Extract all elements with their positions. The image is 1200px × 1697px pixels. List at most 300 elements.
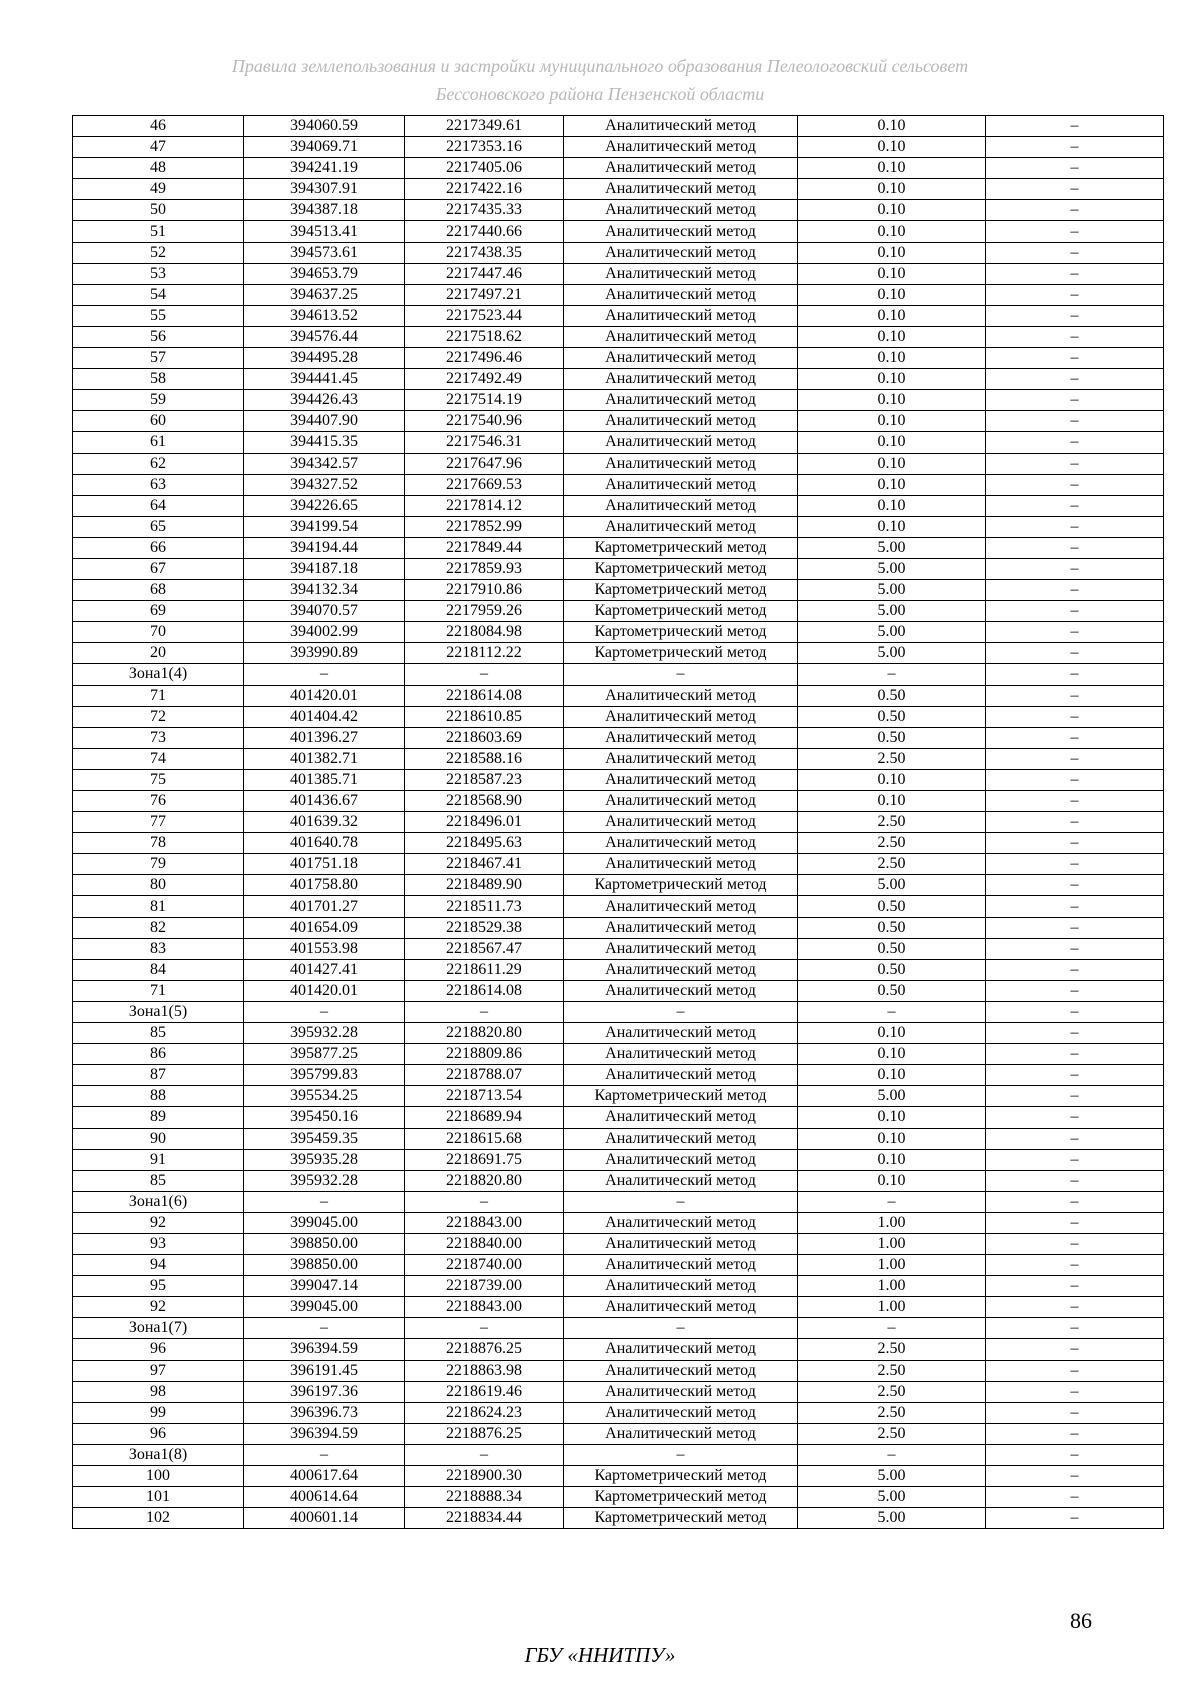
accuracy-cell: 0.10 — [798, 221, 986, 242]
accuracy-cell: 0.10 — [798, 369, 986, 390]
point-number-cell: 64 — [73, 495, 244, 516]
description-cell: – — [986, 622, 1164, 643]
table-row — [73, 875, 1164, 896]
point-number-cell: 89 — [73, 1107, 244, 1128]
accuracy-cell: 1.00 — [798, 1233, 986, 1254]
description-cell: – — [986, 685, 1164, 706]
table-row — [73, 432, 1164, 453]
y-coordinate-cell: 2217438.35 — [405, 242, 564, 263]
x-coordinate-cell: 394327.52 — [244, 474, 405, 495]
method-cell: Аналитический метод — [564, 1297, 798, 1318]
x-coordinate-cell: 394407.90 — [244, 411, 405, 432]
x-coordinate-cell: 401420.01 — [244, 685, 405, 706]
y-coordinate-cell: 2217859.93 — [405, 558, 564, 579]
accuracy-cell: 0.10 — [798, 305, 986, 326]
point-number-cell: 79 — [73, 854, 244, 875]
description-cell: – — [986, 1444, 1164, 1465]
accuracy-cell: – — [798, 1444, 986, 1465]
point-number-cell: 85 — [73, 1023, 244, 1044]
point-number-cell: Зона1(6) — [73, 1191, 244, 1212]
y-coordinate-cell: 2218610.85 — [405, 706, 564, 727]
method-cell: – — [564, 1318, 798, 1339]
point-number-cell: Зона1(4) — [73, 664, 244, 685]
x-coordinate-cell: 394226.65 — [244, 495, 405, 516]
accuracy-cell: 1.00 — [798, 1255, 986, 1276]
description-cell: – — [986, 495, 1164, 516]
y-coordinate-cell: 2217514.19 — [405, 390, 564, 411]
point-number-cell: 62 — [73, 453, 244, 474]
accuracy-cell: 0.10 — [798, 179, 986, 200]
method-cell: Аналитический метод — [564, 833, 798, 854]
description-cell: – — [986, 263, 1164, 284]
x-coordinate-cell: 401385.71 — [244, 769, 405, 790]
accuracy-cell: 2.50 — [798, 748, 986, 769]
point-number-cell: 47 — [73, 137, 244, 158]
point-number-cell: 96 — [73, 1423, 244, 1444]
description-cell: – — [986, 875, 1164, 896]
description-cell: – — [986, 1381, 1164, 1402]
x-coordinate-cell: 393990.89 — [244, 643, 405, 664]
method-cell: Аналитический метод — [564, 791, 798, 812]
point-number-cell: 65 — [73, 516, 244, 537]
method-cell: – — [564, 1191, 798, 1212]
point-number-cell: 80 — [73, 875, 244, 896]
method-cell: Аналитический метод — [564, 812, 798, 833]
y-coordinate-cell: 2218624.23 — [405, 1402, 564, 1423]
method-cell: Аналитический метод — [564, 1044, 798, 1065]
x-coordinate-cell: 399045.00 — [244, 1297, 405, 1318]
y-coordinate-cell: 2218495.63 — [405, 833, 564, 854]
point-number-cell: 50 — [73, 200, 244, 221]
accuracy-cell: 5.00 — [798, 1086, 986, 1107]
accuracy-cell: 5.00 — [798, 622, 986, 643]
table-row — [73, 622, 1164, 643]
method-cell: Картометрический метод — [564, 1508, 798, 1529]
accuracy-cell: 0.10 — [798, 158, 986, 179]
y-coordinate-cell: 2217523.44 — [405, 305, 564, 326]
description-cell: – — [986, 791, 1164, 812]
description-cell: – — [986, 812, 1164, 833]
table-row — [73, 685, 1164, 706]
table-row — [73, 453, 1164, 474]
table-row — [73, 284, 1164, 305]
point-number-cell: 93 — [73, 1233, 244, 1254]
point-number-cell: 86 — [73, 1044, 244, 1065]
description-cell: – — [986, 200, 1164, 221]
table-row — [73, 1339, 1164, 1360]
y-coordinate-cell: 2217959.26 — [405, 601, 564, 622]
method-cell: Аналитический метод — [564, 980, 798, 1001]
x-coordinate-cell: 394070.57 — [244, 601, 405, 622]
x-coordinate-cell: 395932.28 — [244, 1170, 405, 1191]
x-coordinate-cell: 394187.18 — [244, 558, 405, 579]
method-cell: Аналитический метод — [564, 242, 798, 263]
table-row — [73, 263, 1164, 284]
point-number-cell: 76 — [73, 791, 244, 812]
x-coordinate-cell: 401396.27 — [244, 727, 405, 748]
point-number-cell: 72 — [73, 706, 244, 727]
point-number-cell: Зона1(8) — [73, 1444, 244, 1465]
y-coordinate-cell: 2218614.08 — [405, 980, 564, 1001]
description-cell: – — [986, 558, 1164, 579]
method-cell: Аналитический метод — [564, 1107, 798, 1128]
description-cell: – — [986, 1276, 1164, 1297]
point-number-cell: Зона1(7) — [73, 1318, 244, 1339]
description-cell: – — [986, 1086, 1164, 1107]
description-cell: – — [986, 284, 1164, 305]
point-number-cell: 63 — [73, 474, 244, 495]
x-coordinate-cell: 394573.61 — [244, 242, 405, 263]
y-coordinate-cell: 2218900.30 — [405, 1466, 564, 1487]
description-cell: – — [986, 917, 1164, 938]
point-number-cell: 83 — [73, 938, 244, 959]
accuracy-cell: 0.50 — [798, 980, 986, 1001]
accuracy-cell: 0.10 — [798, 769, 986, 790]
y-coordinate-cell: 2217669.53 — [405, 474, 564, 495]
point-number-cell: 96 — [73, 1339, 244, 1360]
description-cell: – — [986, 1212, 1164, 1233]
table-row — [73, 812, 1164, 833]
accuracy-cell: 2.50 — [798, 812, 986, 833]
y-coordinate-cell: 2218112.22 — [405, 643, 564, 664]
table-row — [73, 938, 1164, 959]
x-coordinate-cell: 395932.28 — [244, 1023, 405, 1044]
y-coordinate-cell: 2218587.23 — [405, 769, 564, 790]
table-row — [73, 706, 1164, 727]
method-cell: Аналитический метод — [564, 305, 798, 326]
table-row — [73, 1065, 1164, 1086]
description-cell: – — [986, 221, 1164, 242]
table-row — [73, 1381, 1164, 1402]
accuracy-cell: 1.00 — [798, 1297, 986, 1318]
y-coordinate-cell: 2218876.25 — [405, 1423, 564, 1444]
method-cell: – — [564, 664, 798, 685]
y-coordinate-cell: 2218467.41 — [405, 854, 564, 875]
x-coordinate-cell: 396191.45 — [244, 1360, 405, 1381]
x-coordinate-cell: 394342.57 — [244, 453, 405, 474]
accuracy-cell: 2.50 — [798, 1381, 986, 1402]
table-row — [73, 643, 1164, 664]
table-row — [73, 1233, 1164, 1254]
description-cell: – — [986, 854, 1164, 875]
x-coordinate-cell: 394387.18 — [244, 200, 405, 221]
table-row — [73, 727, 1164, 748]
point-number-cell: 71 — [73, 980, 244, 1001]
accuracy-cell: 2.50 — [798, 854, 986, 875]
method-cell: Картометрический метод — [564, 1487, 798, 1508]
point-number-cell: 55 — [73, 305, 244, 326]
y-coordinate-cell: 2217849.44 — [405, 537, 564, 558]
table-row — [73, 1023, 1164, 1044]
method-cell: Аналитический метод — [564, 1255, 798, 1276]
point-number-cell: 75 — [73, 769, 244, 790]
x-coordinate-cell: 396396.73 — [244, 1402, 405, 1423]
method-cell: Аналитический метод — [564, 1212, 798, 1233]
x-coordinate-cell: – — [244, 1191, 405, 1212]
accuracy-cell: – — [798, 1001, 986, 1022]
accuracy-cell: 0.10 — [798, 1149, 986, 1170]
method-cell: Аналитический метод — [564, 284, 798, 305]
table-row — [73, 1487, 1164, 1508]
accuracy-cell: 5.00 — [798, 558, 986, 579]
accuracy-cell: 0.10 — [798, 284, 986, 305]
table-row — [73, 179, 1164, 200]
accuracy-cell: 0.10 — [798, 432, 986, 453]
accuracy-cell: 2.50 — [798, 1423, 986, 1444]
accuracy-cell: 0.10 — [798, 326, 986, 347]
x-coordinate-cell: 394194.44 — [244, 537, 405, 558]
description-cell: – — [986, 664, 1164, 685]
accuracy-cell: 0.10 — [798, 242, 986, 263]
method-cell: Аналитический метод — [564, 516, 798, 537]
method-cell: – — [564, 1001, 798, 1022]
accuracy-cell: 0.10 — [798, 1170, 986, 1191]
point-number-cell: 53 — [73, 263, 244, 284]
method-cell: Картометрический метод — [564, 580, 798, 601]
table-row — [73, 896, 1164, 917]
y-coordinate-cell: 2217647.96 — [405, 453, 564, 474]
table-row — [73, 474, 1164, 495]
point-number-cell: 71 — [73, 685, 244, 706]
method-cell: Аналитический метод — [564, 158, 798, 179]
x-coordinate-cell: – — [244, 664, 405, 685]
x-coordinate-cell: 394613.52 — [244, 305, 405, 326]
point-number-cell: 60 — [73, 411, 244, 432]
method-cell: Аналитический метод — [564, 221, 798, 242]
method-cell: Картометрический метод — [564, 537, 798, 558]
point-number-cell: 95 — [73, 1276, 244, 1297]
y-coordinate-cell: 2217814.12 — [405, 495, 564, 516]
x-coordinate-cell: 396394.59 — [244, 1423, 405, 1444]
page-number: 86 — [1070, 1608, 1092, 1633]
accuracy-cell: 0.10 — [798, 474, 986, 495]
table-row — [73, 580, 1164, 601]
method-cell: Аналитический метод — [564, 432, 798, 453]
accuracy-cell: 5.00 — [798, 601, 986, 622]
header-line-1: Правила землепользования и застройки муниципального образования Пелеологовский сельсовет — [231, 56, 969, 76]
description-cell: – — [986, 1339, 1164, 1360]
point-number-cell: 87 — [73, 1065, 244, 1086]
description-cell: – — [986, 1001, 1164, 1022]
description-cell: – — [986, 601, 1164, 622]
method-cell: Аналитический метод — [564, 727, 798, 748]
x-coordinate-cell: 394637.25 — [244, 284, 405, 305]
method-cell: Картометрический метод — [564, 622, 798, 643]
description-cell: – — [986, 1107, 1164, 1128]
y-coordinate-cell: 2217546.31 — [405, 432, 564, 453]
point-number-cell: 48 — [73, 158, 244, 179]
y-coordinate-cell: 2218788.07 — [405, 1065, 564, 1086]
point-number-cell: 85 — [73, 1170, 244, 1191]
y-coordinate-cell: 2218489.90 — [405, 875, 564, 896]
point-number-cell: 94 — [73, 1255, 244, 1276]
table-row — [73, 833, 1164, 854]
description-cell: – — [986, 369, 1164, 390]
accuracy-cell: 0.10 — [798, 116, 986, 137]
x-coordinate-cell: 395935.28 — [244, 1149, 405, 1170]
description-cell: – — [986, 326, 1164, 347]
description-cell: – — [986, 1402, 1164, 1423]
point-number-cell: 20 — [73, 643, 244, 664]
point-number-cell: 49 — [73, 179, 244, 200]
description-cell: – — [986, 1360, 1164, 1381]
y-coordinate-cell: 2217518.62 — [405, 326, 564, 347]
x-coordinate-cell: 394415.35 — [244, 432, 405, 453]
accuracy-cell: 1.00 — [798, 1276, 986, 1297]
x-coordinate-cell: 400617.64 — [244, 1466, 405, 1487]
accuracy-cell: 0.10 — [798, 390, 986, 411]
x-coordinate-cell: 395877.25 — [244, 1044, 405, 1065]
table-row — [73, 495, 1164, 516]
x-coordinate-cell: 394060.59 — [244, 116, 405, 137]
x-coordinate-cell: 394441.45 — [244, 369, 405, 390]
header-line-2: Бессоновского района Пензенской области — [435, 84, 765, 104]
y-coordinate-cell: 2217422.16 — [405, 179, 564, 200]
method-cell: Аналитический метод — [564, 474, 798, 495]
y-coordinate-cell: 2218691.75 — [405, 1149, 564, 1170]
point-number-cell: 81 — [73, 896, 244, 917]
table-row — [73, 1402, 1164, 1423]
description-cell: – — [986, 1466, 1164, 1487]
x-coordinate-cell: 401654.09 — [244, 917, 405, 938]
table-row — [73, 601, 1164, 622]
method-cell: Аналитический метод — [564, 896, 798, 917]
x-coordinate-cell: 394241.19 — [244, 158, 405, 179]
point-number-cell: 90 — [73, 1128, 244, 1149]
table-row — [73, 158, 1164, 179]
accuracy-cell: 0.10 — [798, 516, 986, 537]
accuracy-cell: 5.00 — [798, 875, 986, 896]
x-coordinate-cell: 401758.80 — [244, 875, 405, 896]
description-cell: – — [986, 242, 1164, 263]
description-cell: – — [986, 516, 1164, 537]
description-cell: – — [986, 1318, 1164, 1339]
method-cell: Аналитический метод — [564, 369, 798, 390]
accuracy-cell: 0.50 — [798, 706, 986, 727]
description-cell: – — [986, 1297, 1164, 1318]
method-cell: Аналитический метод — [564, 1170, 798, 1191]
x-coordinate-cell: 395799.83 — [244, 1065, 405, 1086]
y-coordinate-cell: 2218820.80 — [405, 1170, 564, 1191]
accuracy-cell: 2.50 — [798, 1402, 986, 1423]
y-coordinate-cell: 2218809.86 — [405, 1044, 564, 1065]
point-number-cell: 70 — [73, 622, 244, 643]
y-coordinate-cell: 2217447.46 — [405, 263, 564, 284]
table-row — [73, 137, 1164, 158]
description-cell: – — [986, 727, 1164, 748]
method-cell: – — [564, 1444, 798, 1465]
x-coordinate-cell: 398850.00 — [244, 1255, 405, 1276]
method-cell: Аналитический метод — [564, 748, 798, 769]
x-coordinate-cell: 394132.34 — [244, 580, 405, 601]
y-coordinate-cell: 2217852.99 — [405, 516, 564, 537]
description-cell: – — [986, 1170, 1164, 1191]
method-cell: Аналитический метод — [564, 706, 798, 727]
accuracy-cell: 5.00 — [798, 1466, 986, 1487]
y-coordinate-cell: 2218529.38 — [405, 917, 564, 938]
y-coordinate-cell: 2218084.98 — [405, 622, 564, 643]
table-row — [73, 390, 1164, 411]
x-coordinate-cell: – — [244, 1318, 405, 1339]
y-coordinate-cell: 2218739.00 — [405, 1276, 564, 1297]
description-cell: – — [986, 833, 1164, 854]
method-cell: Аналитический метод — [564, 390, 798, 411]
y-coordinate-cell: 2217540.96 — [405, 411, 564, 432]
table-row — [73, 221, 1164, 242]
point-number-cell: 46 — [73, 116, 244, 137]
table-row — [73, 1297, 1164, 1318]
x-coordinate-cell: 399047.14 — [244, 1276, 405, 1297]
x-coordinate-cell: 401639.32 — [244, 812, 405, 833]
accuracy-cell: – — [798, 664, 986, 685]
method-cell: Аналитический метод — [564, 326, 798, 347]
description-cell: – — [986, 411, 1164, 432]
table-row — [73, 1107, 1164, 1128]
method-cell: Картометрический метод — [564, 601, 798, 622]
point-number-cell: 100 — [73, 1466, 244, 1487]
accuracy-cell: 2.50 — [798, 1339, 986, 1360]
method-cell: Картометрический метод — [564, 643, 798, 664]
description-cell: – — [986, 980, 1164, 1001]
accuracy-cell: 0.10 — [798, 1044, 986, 1065]
accuracy-cell: 0.10 — [798, 348, 986, 369]
accuracy-cell: 0.50 — [798, 727, 986, 748]
method-cell: Аналитический метод — [564, 938, 798, 959]
point-number-cell: 52 — [73, 242, 244, 263]
description-cell: – — [986, 474, 1164, 495]
accuracy-cell: 0.10 — [798, 495, 986, 516]
accuracy-cell: 0.10 — [798, 1023, 986, 1044]
x-coordinate-cell: 401382.71 — [244, 748, 405, 769]
point-number-cell: 58 — [73, 369, 244, 390]
y-coordinate-cell: 2218888.34 — [405, 1487, 564, 1508]
page-header — [0, 52, 1200, 108]
method-cell: Аналитический метод — [564, 1276, 798, 1297]
point-number-cell: 88 — [73, 1086, 244, 1107]
description-cell: – — [986, 1023, 1164, 1044]
x-coordinate-cell: 401404.42 — [244, 706, 405, 727]
x-coordinate-cell: 394653.79 — [244, 263, 405, 284]
description-cell: – — [986, 348, 1164, 369]
coordinates-table — [72, 115, 1164, 1529]
accuracy-cell: 5.00 — [798, 580, 986, 601]
table-row — [73, 980, 1164, 1001]
description-cell: – — [986, 959, 1164, 980]
accuracy-cell: 0.50 — [798, 896, 986, 917]
point-number-cell: 99 — [73, 1402, 244, 1423]
method-cell: Картометрический метод — [564, 1086, 798, 1107]
table-row — [73, 369, 1164, 390]
y-coordinate-cell: 2218863.98 — [405, 1360, 564, 1381]
point-number-cell: 57 — [73, 348, 244, 369]
method-cell: Аналитический метод — [564, 854, 798, 875]
method-cell: Аналитический метод — [564, 1360, 798, 1381]
method-cell: Аналитический метод — [564, 179, 798, 200]
accuracy-cell: 5.00 — [798, 1508, 986, 1529]
point-number-cell: 98 — [73, 1381, 244, 1402]
method-cell: Аналитический метод — [564, 1402, 798, 1423]
description-cell: – — [986, 748, 1164, 769]
x-coordinate-cell: 401553.98 — [244, 938, 405, 959]
y-coordinate-cell: 2218615.68 — [405, 1128, 564, 1149]
point-number-cell: 82 — [73, 917, 244, 938]
accuracy-cell: 0.10 — [798, 1107, 986, 1128]
point-number-cell: 78 — [73, 833, 244, 854]
method-cell: Аналитический метод — [564, 1423, 798, 1444]
table-row — [73, 348, 1164, 369]
method-cell: Аналитический метод — [564, 116, 798, 137]
method-cell: Аналитический метод — [564, 348, 798, 369]
